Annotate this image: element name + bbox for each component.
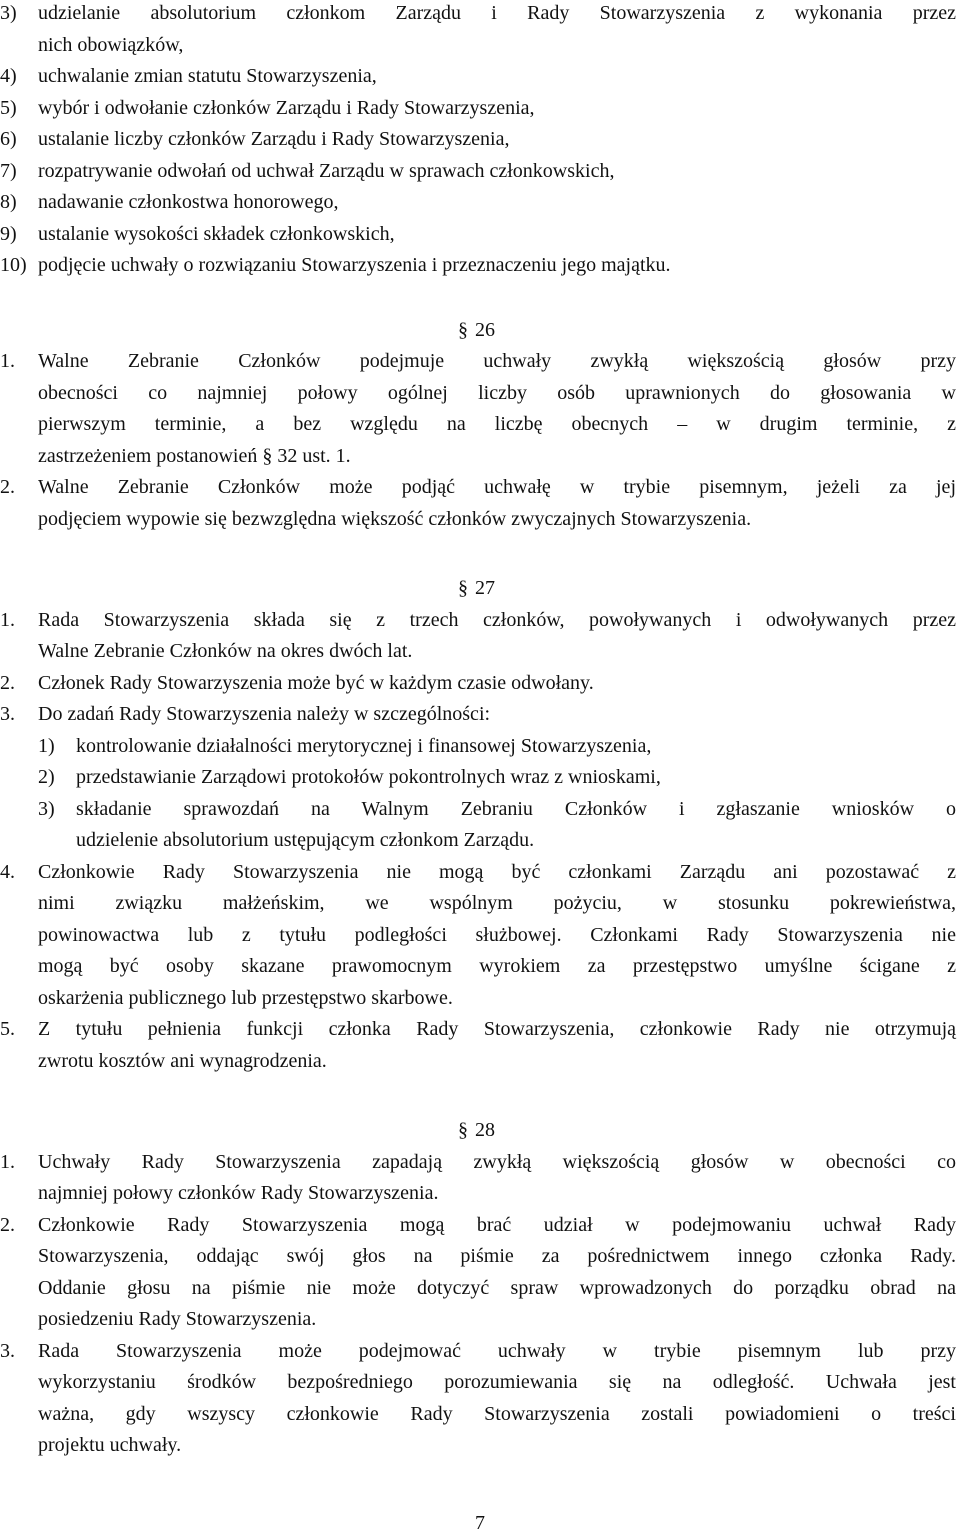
item-number: 2.: [0, 1213, 15, 1236]
item-text-line: udzielenie absolutorium ustępującym członkom Zarządu.: [76, 829, 535, 851]
item-number: 1.: [0, 350, 15, 372]
section-point: [0, 346, 960, 377]
list-item: [0, 30, 960, 61]
section-point: [0, 504, 960, 535]
item-text-line: powinowactwa lub z tytułu podległości służbowej. Członkami Rady Stowarzyszenia nie: [38, 923, 956, 946]
item-number: 1): [38, 734, 55, 757]
item-text-line: nimi związku małżeńskim, we wspólnym pożyciu, w stosunku pokrewieństwa,: [38, 892, 956, 914]
item-text-line: Walne Zebranie Członków może podjąć uchwałę w trybie pisemnym, jeżeli za jej: [38, 476, 956, 498]
item-number: 10): [0, 254, 27, 276]
item-text-line: projektu uchwały.: [38, 1434, 182, 1456]
section-sign-icon: §: [458, 318, 468, 341]
item-text-line: nadawanie członkostwa honorowego,: [38, 191, 339, 213]
list-item: [0, 187, 960, 218]
item-text-line: Rada Stowarzyszenia składa się z trzech członków, powoływanych i odwoływanych przez: [38, 608, 956, 631]
section-point: [0, 636, 960, 667]
item-text-line: składanie sprawozdań na Walnym Zebraniu Członków i zgłaszanie wniosków o: [76, 797, 956, 820]
item-text-line: oskarżenia publicznego lub przestępstwo skarbowe.: [38, 986, 453, 1009]
item-text-line: pierwszym terminie, a bez względu na liczbę obecnych – w drugim terminie, z: [38, 413, 956, 435]
item-text-line: mogą być osoby skazane prawomocnym wyrokiem za przestępstwo umyślne ścigane z: [38, 955, 956, 977]
item-number: 6): [0, 128, 17, 150]
section-point: [0, 668, 960, 699]
item-text-line: rozpatrywanie odwołań od uchwał Zarządu w sprawach członkowskich,: [38, 159, 615, 182]
section-point: [0, 951, 960, 982]
section-number: 28: [475, 1119, 495, 1141]
section-point: [0, 1178, 960, 1209]
item-text-line: Do zadań Rady Stowarzyszenia należy w szczególności:: [38, 703, 491, 725]
section-point: [0, 1304, 960, 1335]
list-item: [0, 61, 960, 92]
item-text-line: ustalanie wysokości składek członkowskich,: [38, 222, 395, 245]
section-point: [0, 857, 960, 888]
sub-item: [0, 762, 960, 793]
item-text-line: ustalanie liczby członków Zarządu i Rady Stowarzyszenia,: [38, 128, 510, 150]
section-heading: [0, 315, 960, 346]
section-heading: [0, 1115, 960, 1146]
section-point: [0, 1046, 960, 1077]
section-point: [0, 1367, 960, 1398]
sub-item: [0, 825, 960, 856]
item-text-line: zastrzeżeniem postanowień § 32 ust. 1.: [38, 444, 351, 467]
section-point: [0, 1430, 960, 1461]
item-text-line: Rada Stowarzyszenia może podejmować uchwały w trybie pisemnym lub przy: [38, 1339, 956, 1362]
item-text-line: wykorzystaniu środków bezpośredniego porozumiewania się na odległość. Uchwała jest: [38, 1371, 956, 1393]
item-number: 4): [0, 65, 17, 87]
item-text-line: najmniej połowy członków Rady Stowarzyszenia.: [38, 1182, 439, 1204]
section-point: [0, 1273, 960, 1304]
item-text-line: Walne Zebranie Członków na okres dwóch lat.: [38, 640, 413, 662]
section-number: 27: [475, 577, 495, 599]
item-number: 2.: [0, 476, 15, 498]
section-point: [0, 409, 960, 440]
page-number: 7: [475, 1512, 485, 1534]
item-text-line: podjęcie uchwały o rozwiązaniu Stowarzyszenia i przeznaczeniu jego majątku.: [38, 254, 671, 276]
item-text-line: Oddanie głosu na piśmie nie może dotyczyć spraw wprowadzonych do porządku obrad na: [38, 1276, 956, 1299]
section-point: [0, 920, 960, 951]
item-number: 2.: [0, 671, 15, 694]
section-sign-icon: §: [458, 1119, 468, 1141]
item-text-line: zwrotu kosztów ani wynagrodzenia.: [38, 1049, 327, 1072]
section-point: [0, 1210, 960, 1241]
section-point: [0, 983, 960, 1014]
item-text-line: Stowarzyszenia, oddając swój głos na piśmie za pośrednictwem innego członka Rady.: [38, 1245, 956, 1267]
section-point: [0, 699, 960, 730]
item-number: 3.: [0, 703, 15, 725]
list-item: [0, 156, 960, 187]
section-sign-icon: §: [458, 577, 468, 599]
item-text-line: uchwalanie zmian statutu Stowarzyszenia,: [38, 65, 377, 87]
list-item: [0, 219, 960, 250]
item-number: 3.: [0, 1339, 15, 1362]
item-number: 3): [38, 797, 55, 820]
item-number: 2): [38, 766, 55, 788]
item-text-line: nich obowiązków,: [38, 33, 184, 56]
list-item: [0, 0, 960, 29]
item-text-line: Członkowie Rady Stowarzyszenia nie mogą być członkami Zarządu ani pozostawać z: [38, 860, 956, 883]
item-number: 1.: [0, 608, 15, 631]
item-text-line: obecności co najmniej połowy ogólnej liczby osób uprawnionych do głosowania w: [38, 381, 956, 404]
section-heading: [0, 573, 960, 604]
list-item: [0, 93, 960, 124]
section-point: [0, 1336, 960, 1367]
list-item: [0, 250, 960, 281]
section-point: [0, 1241, 960, 1272]
item-text-line: Członek Rady Stowarzyszenia może być w każdym czasie odwołany.: [38, 671, 594, 694]
item-number: 7): [0, 159, 17, 182]
item-number: 8): [0, 191, 17, 213]
item-text-line: kontrolowanie działalności merytorycznej i finansowej Stowarzyszenia,: [76, 734, 652, 757]
section-point: [0, 378, 960, 409]
item-text-line: Walne Zebranie Członków podejmuje uchwały zwykłą większością głosów przy: [38, 350, 956, 372]
sub-item: [0, 794, 960, 825]
item-text-line: podjęciem wypowie się bezwzględna większość członków zwyczajnych Stowarzyszenia.: [38, 507, 752, 530]
section-point: [0, 1399, 960, 1430]
item-number: 4.: [0, 860, 15, 883]
item-text-line: przedstawianie Zarządowi protokołów pokontrolnych wraz z wnioskami,: [76, 766, 661, 788]
item-text-line: Uchwały Rady Stowarzyszenia zapadają zwykłą większością głosów w obecności co: [38, 1150, 956, 1173]
item-text-line: wybór i odwołanie członków Zarządu i Rady Stowarzyszenia,: [38, 96, 535, 119]
section-point: [0, 888, 960, 919]
section-number: 26: [475, 318, 495, 341]
item-text-line: posiedzeniu Rady Stowarzyszenia.: [38, 1308, 317, 1330]
item-text-line: Członkowie Rady Stowarzyszenia mogą brać udział w podejmowaniu uchwał Rady: [38, 1213, 956, 1236]
list-item: [0, 124, 960, 155]
item-number: 1.: [0, 1150, 15, 1173]
section-point: [0, 441, 960, 472]
item-text-line: udzielanie absolutorium członkom Zarządu i Rady Stowarzyszenia z wykonania przez: [38, 2, 956, 24]
section-point: [0, 1014, 960, 1045]
item-text-line: Z tytułu pełnienia funkcji członka Rady Stowarzyszenia, członkowie Rady nie otrzymują: [38, 1018, 956, 1040]
item-text-line: ważna, gdy wszyscy członkowie Rady Stowarzyszenia zostali powiadomieni o treści: [38, 1402, 956, 1425]
section-point: [0, 472, 960, 503]
section-point: [0, 605, 960, 636]
item-number: 9): [0, 222, 17, 245]
item-number: 5): [0, 96, 17, 119]
item-number: 5.: [0, 1018, 15, 1040]
sub-item: [0, 731, 960, 762]
item-number: 3): [0, 2, 17, 24]
section-point: [0, 1147, 960, 1178]
